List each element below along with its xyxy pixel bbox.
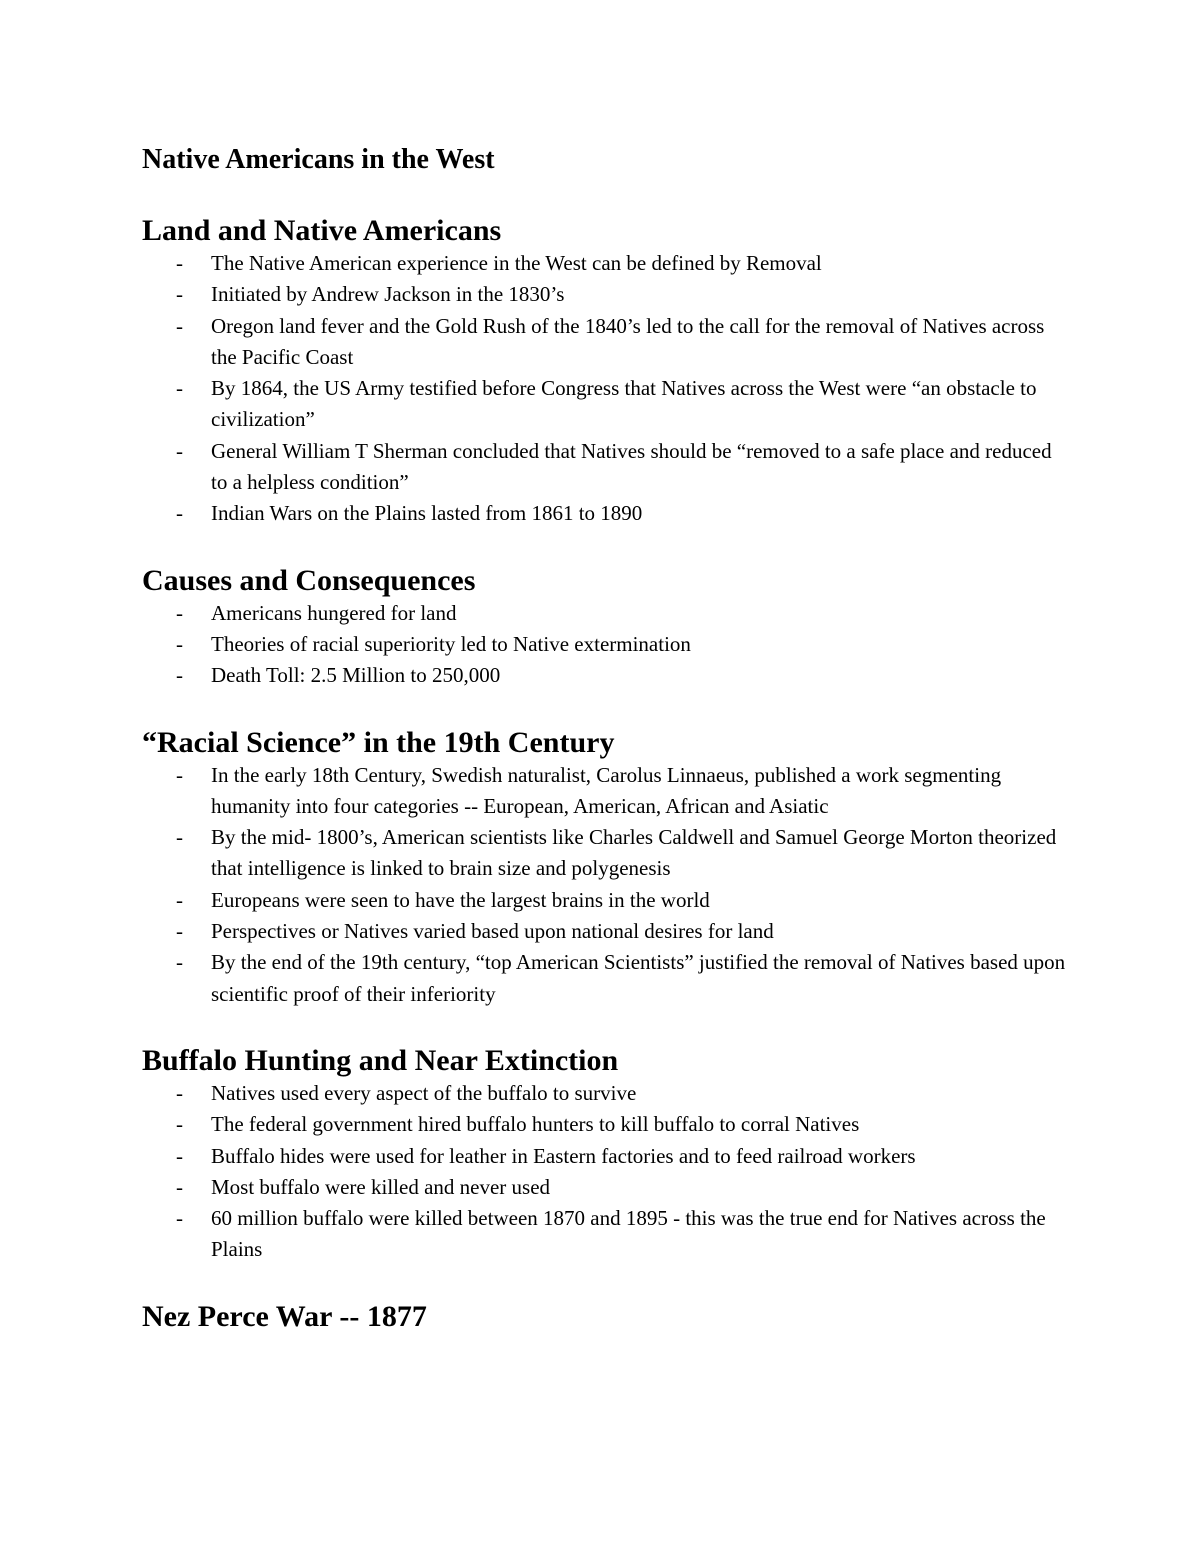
bullet-text: Initiated by Andrew Jackson in the 1830’s xyxy=(211,282,565,307)
bullet-item xyxy=(142,248,1072,279)
dash-marker: - xyxy=(176,1080,183,1105)
sections-container xyxy=(142,210,1072,1338)
bullet-text: By the end of the 19th century, “top American Scientists” justified the removal of Natives based upon scientific proof of their inferiority xyxy=(211,950,1066,1006)
dash-marker: - xyxy=(176,950,183,975)
dash-marker: - xyxy=(176,825,183,850)
bullet-list xyxy=(142,248,1072,530)
bullet-item xyxy=(142,1109,1072,1140)
bullet-text: 60 million buffalo were killed between 1870 and 1895 - this was the true end for Natives across the Plains xyxy=(211,1206,1046,1262)
dash-marker: - xyxy=(176,887,183,912)
document-page xyxy=(142,140,1072,1334)
document-title: Native Americans in the West xyxy=(142,144,495,175)
bullet-item xyxy=(142,373,1072,436)
section xyxy=(142,1296,1072,1338)
bullet-item xyxy=(142,760,1072,823)
bullet-text: Americans hungered for land xyxy=(211,600,457,625)
dash-marker: - xyxy=(176,663,183,688)
bullet-text: General William T Sherman concluded that Natives should be “removed to a safe place and reduced to a helpless condition” xyxy=(211,438,1052,495)
dash-marker: - xyxy=(176,762,183,787)
dash-marker: - xyxy=(176,376,183,401)
section xyxy=(142,210,1072,530)
bullet-item xyxy=(142,629,1072,660)
bullet-text: By the mid- 1800’s, American scientists like Charles Caldwell and Samuel George Morton theorized that intelligence is linked to brain size and polygenesis xyxy=(211,825,1057,881)
bullet-item xyxy=(142,822,1072,885)
bullet-text: Death Toll: 2.5 Million to 250,000 xyxy=(211,663,501,688)
section-heading: “Racial Science” in the 19th Century xyxy=(142,725,615,759)
dash-marker: - xyxy=(176,600,183,625)
bullet-text: Most buffalo were killed and never used xyxy=(211,1174,551,1199)
bullet-item xyxy=(142,885,1072,916)
bullet-text: Indian Wars on the Plains lasted from 1861 to 1890 xyxy=(211,501,643,526)
section-heading: Buffalo Hunting and Near Extinction xyxy=(142,1043,619,1077)
dash-marker: - xyxy=(176,313,183,338)
bullet-item xyxy=(142,947,1072,1010)
bullet-item xyxy=(142,1172,1072,1203)
section xyxy=(142,722,1072,1010)
bullet-item xyxy=(142,498,1072,529)
bullet-text: Europeans were seen to have the largest brains in the world xyxy=(211,887,710,912)
section xyxy=(142,1040,1072,1266)
bullet-text: Oregon land fever and the Gold Rush of the 1840’s led to the call for the removal of Natives across the Pacific Coast xyxy=(211,313,1045,369)
section-heading: Nez Perce War -- 1877 xyxy=(142,1299,427,1333)
bullet-item xyxy=(142,279,1072,310)
dash-marker: - xyxy=(176,919,183,944)
bullet-text: By 1864, the US Army testified before Congress that Natives across the West were “an obstacle to civilization” xyxy=(211,376,1037,432)
section-heading: Land and Native Americans xyxy=(142,214,502,247)
bullet-item xyxy=(142,1141,1072,1172)
bullet-item xyxy=(142,916,1072,947)
bullet-text: Buffalo hides were used for leather in Eastern factories and to feed railroad workers xyxy=(211,1143,916,1168)
dash-marker: - xyxy=(176,501,183,526)
bullet-text: The Native American experience in the West can be defined by Removal xyxy=(211,251,822,275)
bullet-text: Theories of racial superiority led to Native extermination xyxy=(211,631,691,656)
dash-marker: - xyxy=(176,1143,183,1168)
section-spacer xyxy=(142,1266,1072,1296)
dash-marker: - xyxy=(176,438,183,463)
dash-marker: - xyxy=(176,251,183,275)
bullet-list xyxy=(142,760,1072,1010)
section-spacer xyxy=(142,530,1072,560)
section xyxy=(142,560,1072,692)
dash-marker: - xyxy=(176,282,183,307)
bullet-item xyxy=(142,1203,1072,1266)
bullet-text: The federal government hired buffalo hunters to kill buffalo to corral Natives xyxy=(211,1112,860,1137)
bullet-text: Perspectives or Natives varied based upon national desires for land xyxy=(211,919,774,944)
bullet-item xyxy=(142,436,1072,499)
bullet-list xyxy=(142,598,1072,692)
bullet-list xyxy=(142,1078,1072,1266)
section-heading: Causes and Consequences xyxy=(142,563,476,597)
bullet-item xyxy=(142,1078,1072,1109)
bullet-text: In the early 18th Century, Swedish naturalist, Carolus Linnaeus, published a work segmenting humanity into four categories -- European, American, African and Asiatic xyxy=(211,762,1002,818)
bullet-item xyxy=(142,660,1072,691)
bullet-item xyxy=(142,598,1072,629)
bullet-item xyxy=(142,311,1072,374)
dash-marker: - xyxy=(176,1174,183,1199)
section-spacer xyxy=(142,1010,1072,1040)
section-spacer xyxy=(142,692,1072,722)
dash-marker: - xyxy=(176,631,183,656)
bullet-text: Natives used every aspect of the buffalo to survive xyxy=(211,1080,637,1105)
dash-marker: - xyxy=(176,1112,183,1137)
dash-marker: - xyxy=(176,1206,183,1231)
